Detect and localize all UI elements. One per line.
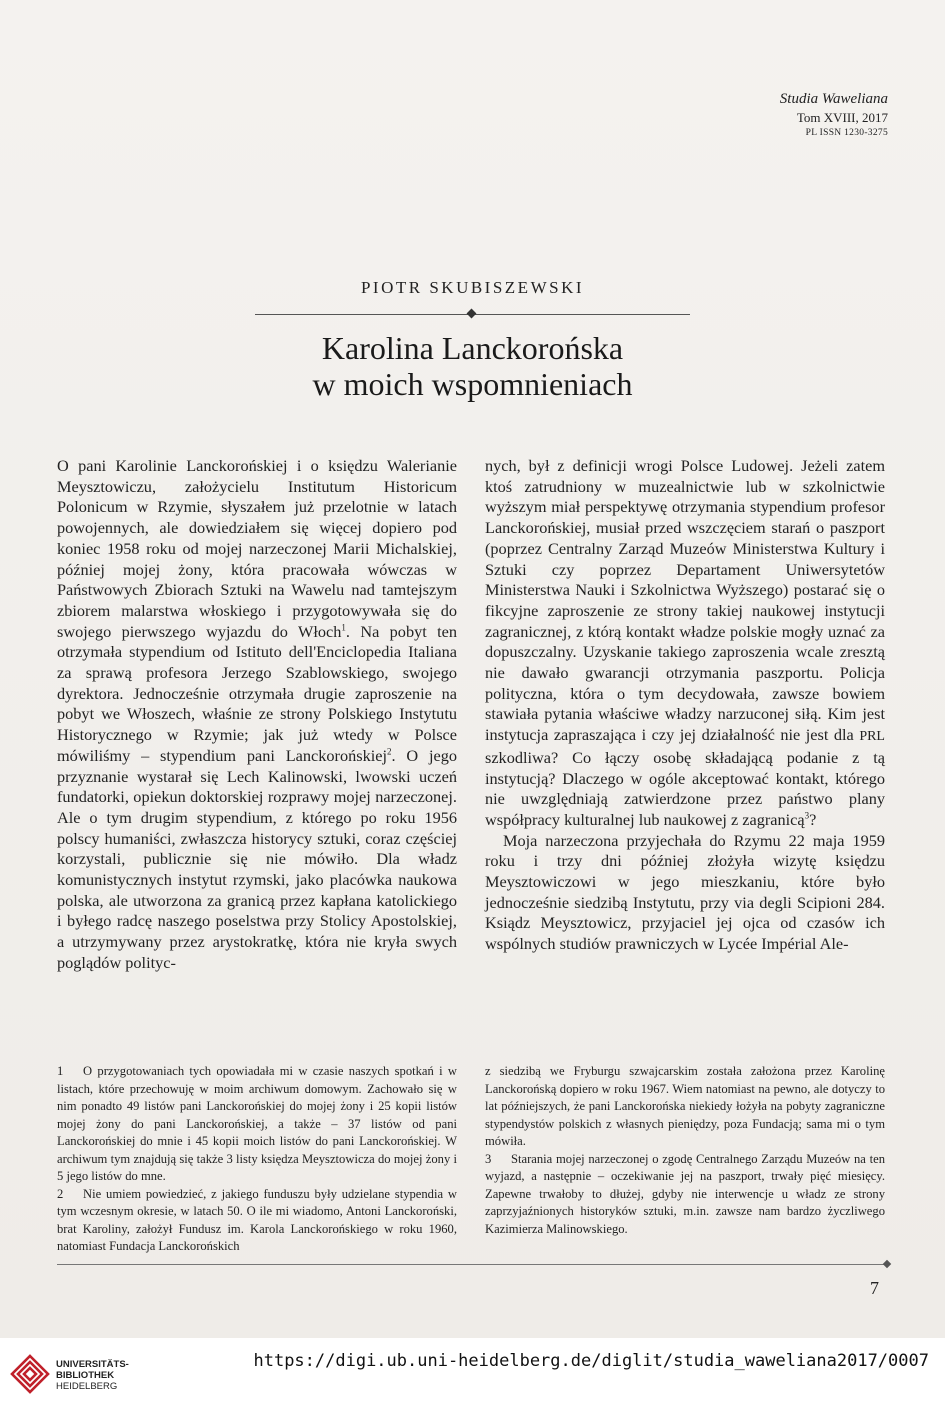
footnote-ref-1[interactable]: 1 <box>341 622 346 633</box>
footnote-1-number: 1 <box>57 1064 64 1078</box>
article-title-line2: w moich wspomnieniach <box>312 366 633 402</box>
footnotes-right <box>485 1063 885 1238</box>
footnote-3: 3 Starania mojej narzeczonej o zgodę Centralnego Zarządu Muzeów na ten wyjazd, a następnie – oczekiwanie jej na paszport, trwały pięć miesięcy. Zapewne trwałoby to dłużej, gdyby nie interwencje u władz ze strony zaprzyjaźnionych historyków sztuki, m.in. zawsze nam bardzo życzliwego Kazimierza Malinowskiego. <box>485 1151 885 1236</box>
logo-line-3: HEIDELBERG <box>56 1381 118 1392</box>
journal-name: Studia Waweliana <box>779 91 888 107</box>
body-paragraph-1: O pani Karolinie Lanckorońskiej i o księdzu Walerianie Meysztowiczu, założycielu Institutum Historicum Polonicum w Rzymie, słyszałem już przelotnie w latach powojennych, ale dowiedziałem się więcej dopiero pod koniec 1958 roku od mojej narzeczonej Marii Michalskiej, później mojej żony, która pracowała wówczas w Państwowych Zbiorach Sztuki na Wawelu nad tamtejszym zbiorem malarstwa włoskiego i przygotowywała się do swojego pierwszego wyjazdu do Włoch$^1$. Na pobyt ten otrzymała stypendium od Istituto dell'Enciclopedia Italiana za sprawą profesora Jerzego Szablowskiego, swojego dyrektora. Jednocześnie otrzymała drugie zaproszenie na pobyt we Włoszech, właśnie ze strony Polskiego Instytutu Historycznego w Rzymie; jak już wtedy w Polsce mówiliśmy – stypendium pani Lanckorońskiej$^2$. O jego przyznanie wystarał się Lech Kalinowski, lwowski uczeń fundatorki, opiekun doktorskiej rozprawy mojej narzeczonej. Ale o tym drugim stypendium, z którego po roku 1956 polscy humaniści, zwłaszcza historycy sztuki, coraz częściej korzystali, publicznie się nie mówiło. Dla władz komunistycznych instytut rzymski, jako placówka naukowa polska, ale utworzona za granicą przez kapłana katolickiego i byłego radcę naszego poselstwa przy Stolicy Apostolskiej, a utrzymywany przez arystokratkę, która nie kryła swych poglądów polityc- <box>57 456 458 972</box>
footnote-2-number: 2 <box>57 1186 64 1201</box>
footnote-1: 1 O przygotowaniach tych opowiadała mi w czasie naszych spotkań i w listach, które przechowuję w moim archiwum domowym. Zachowało się w nim ponadto 49 listów pani Lanckorońskiej do mojej żony i 25 kopii listów mojej żony do pani Lanckorońskiej, a także – 37 listów od pani Lanckorońskiej do mnie i 45 kopii moich listów do pani Lanckorońskiej. W archiwum tym znajdują się także 3 listy księdza Meysztowicza do mojej żony i 5 jego listów do mne. <box>57 1064 457 1183</box>
logo-line-2: BIBLIOTHEK <box>56 1370 115 1381</box>
permalink-url[interactable]: https://digi.ub.uni-heidelberg.de/diglit/studia_waweliana2017/0007 <box>253 1351 929 1371</box>
page-bottom-diamond-ornament <box>883 1260 891 1268</box>
journal-header <box>780 90 888 140</box>
viewer-footer <box>0 1338 945 1410</box>
body-column-left <box>57 456 457 974</box>
footnote-ref-2[interactable]: 2 <box>387 746 392 757</box>
body-paragraph-1-continued: nych, był z definicji wrogi Polsce Ludowej. Jeżeli zatem ktoś zatrudniony w muzealnictwie lub w szkolnictwie wyższym miał perspektywę otrzymania stypendium profesor Lanckorońskiej, musiał przed wszczęciem starań o paszport (poprzez Centralny Zarząd Muzeów Ministerstwa Kultury i Sztuki czy poprzez Departament Uniwersytetów Ministerstwa Nauki i Szkolnictwa Wyższego) postarać się o fikcyjne zaproszenie ze strony takiej naukowej instytucji zagranicznej, z którą kontakt władze polskie mogły uznać za dopuszczalny. Uzyskanie takiego zaproszenia wcale zresztą nie dawało gwarancji otrzymania paszportu. Policja polityczna, która o tym decydowała, zawsze bowiem stawiała pytania właściwe władzy narzuconej siłą. Kim jest instytucja zapraszająca i czy jej działalność nie jest dla PRL szkodliwa? Co łączy osobę składającą podanie z tą instytucją? Dlaczego w ogóle akceptować kontakt, którego nie uwzględniają zatwierdzone przez państwo plany współpracy kulturalnej lub naukowej z zagranicą$^3$? <box>485 456 885 829</box>
article-title-line1: Karolina Lanckorońska <box>321 330 624 366</box>
page-bottom-rule <box>57 1264 887 1265</box>
article-title <box>0 330 945 402</box>
logo-line-1: UNIVERSITÄTS- <box>56 1359 129 1370</box>
library-logo-text[interactable] <box>56 1359 129 1392</box>
library-logo-icon[interactable] <box>8 1352 52 1396</box>
prl-abbreviation: PRL <box>859 729 885 745</box>
footnotes-left <box>57 1063 457 1256</box>
title-diamond-ornament <box>467 309 477 319</box>
journal-volume: Tom XVIII, 2017 <box>796 110 888 125</box>
body-paragraph-2: Moja narzeczona przyjechała do Rzymu 22 maja 1959 roku i trzy dni później złożyła wizytę księdzu Meysztowiczowi w jego mieszkaniu, które było jednocześnie siedzibą Instytutu, przy via degli Scipioni 284. Ksiądz Meysztowicz, przyjaciel jej ojca od czasów ich wspólnych studiów prawniczych w Lycée Impérial Ale- <box>485 830 885 954</box>
body-column-right <box>485 456 885 955</box>
footnote-2-continued: z siedzibą we Fryburgu szwajcarskim została założona przez Karolinę Lanckorońską dopiero w roku 1967. Wiem natomiast na pewno, ale dotyczy to lat późniejszych, że pani Lanckorońska niekiedy łożyła na pobyty zagraniczne stypendystów polskich z własnych pieniędzy, poza Fundacją; sama mi o tym mówiła. <box>485 1064 885 1148</box>
footnote-3-number: 3 <box>485 1151 492 1166</box>
journal-issn: PL ISSN 1230-3275 <box>805 128 888 138</box>
article-author: PIOTR SKUBISZEWSKI <box>360 278 585 297</box>
page-number: 7 <box>870 1278 879 1298</box>
footnote-2: 2 Nie umiem powiedzieć, z jakiego funduszu były udzielane stypendia w tym wczesnym okresie, w latach 50. O ile mi wiadomo, Antoni Lanckoroński, brat Karoliny, założył Fundusz im. Karola Lanckorońskiego w roku 1960, natomiast Fundacja Lanckorońskich <box>57 1186 457 1253</box>
footnote-ref-3[interactable]: 3 <box>804 810 810 821</box>
